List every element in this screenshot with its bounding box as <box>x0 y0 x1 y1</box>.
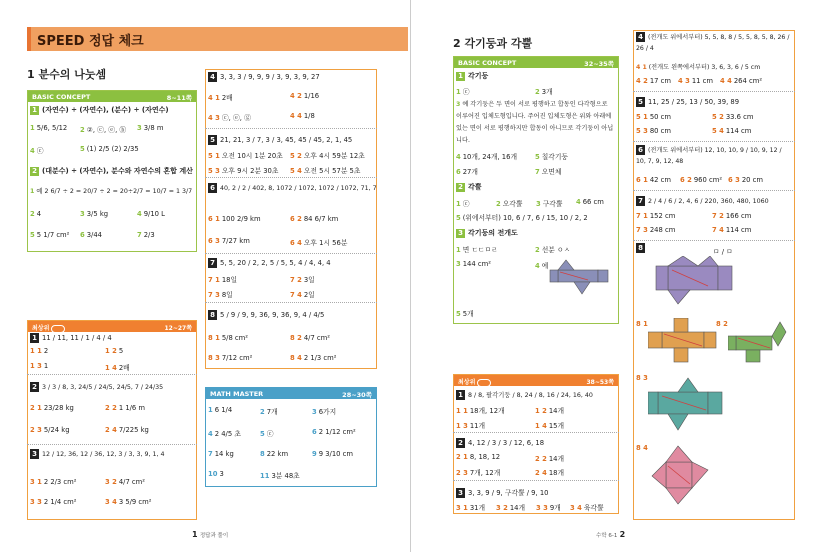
net-figure-8-4 <box>648 440 728 510</box>
net-figure-8-2 <box>728 318 788 364</box>
speed-answer-header: SPEED 정답 체크 <box>27 27 408 51</box>
math-master-bar: MATH MASTER 28~30쪽 <box>206 388 376 399</box>
s8-top-label: ㅁ / ㅁ <box>713 248 733 256</box>
practice-bar: 최상위 12~27쪽 <box>28 321 196 332</box>
section-title: 1 분수의 나눗셈 <box>27 68 107 81</box>
section-title-2: 2 각기둥과 각뿔 <box>453 37 533 50</box>
page-footer-right: 수학 6-1 2 <box>596 530 626 539</box>
practice-bar-2: 최상위 38~53쪽 <box>454 375 618 386</box>
net-figure-main <box>648 256 738 312</box>
net-figure-8-3 <box>648 374 728 434</box>
prism-net-figure <box>548 256 612 300</box>
page-footer-left: 1 정답과 풀이 <box>192 530 229 539</box>
basic-concept-bar: BASIC CONCEPT 8~11쪽 <box>28 91 196 102</box>
net-figure-8-1 <box>648 318 718 364</box>
basic-concept-bar-2: BASIC CONCEPT 32~35쪽 <box>454 57 618 68</box>
